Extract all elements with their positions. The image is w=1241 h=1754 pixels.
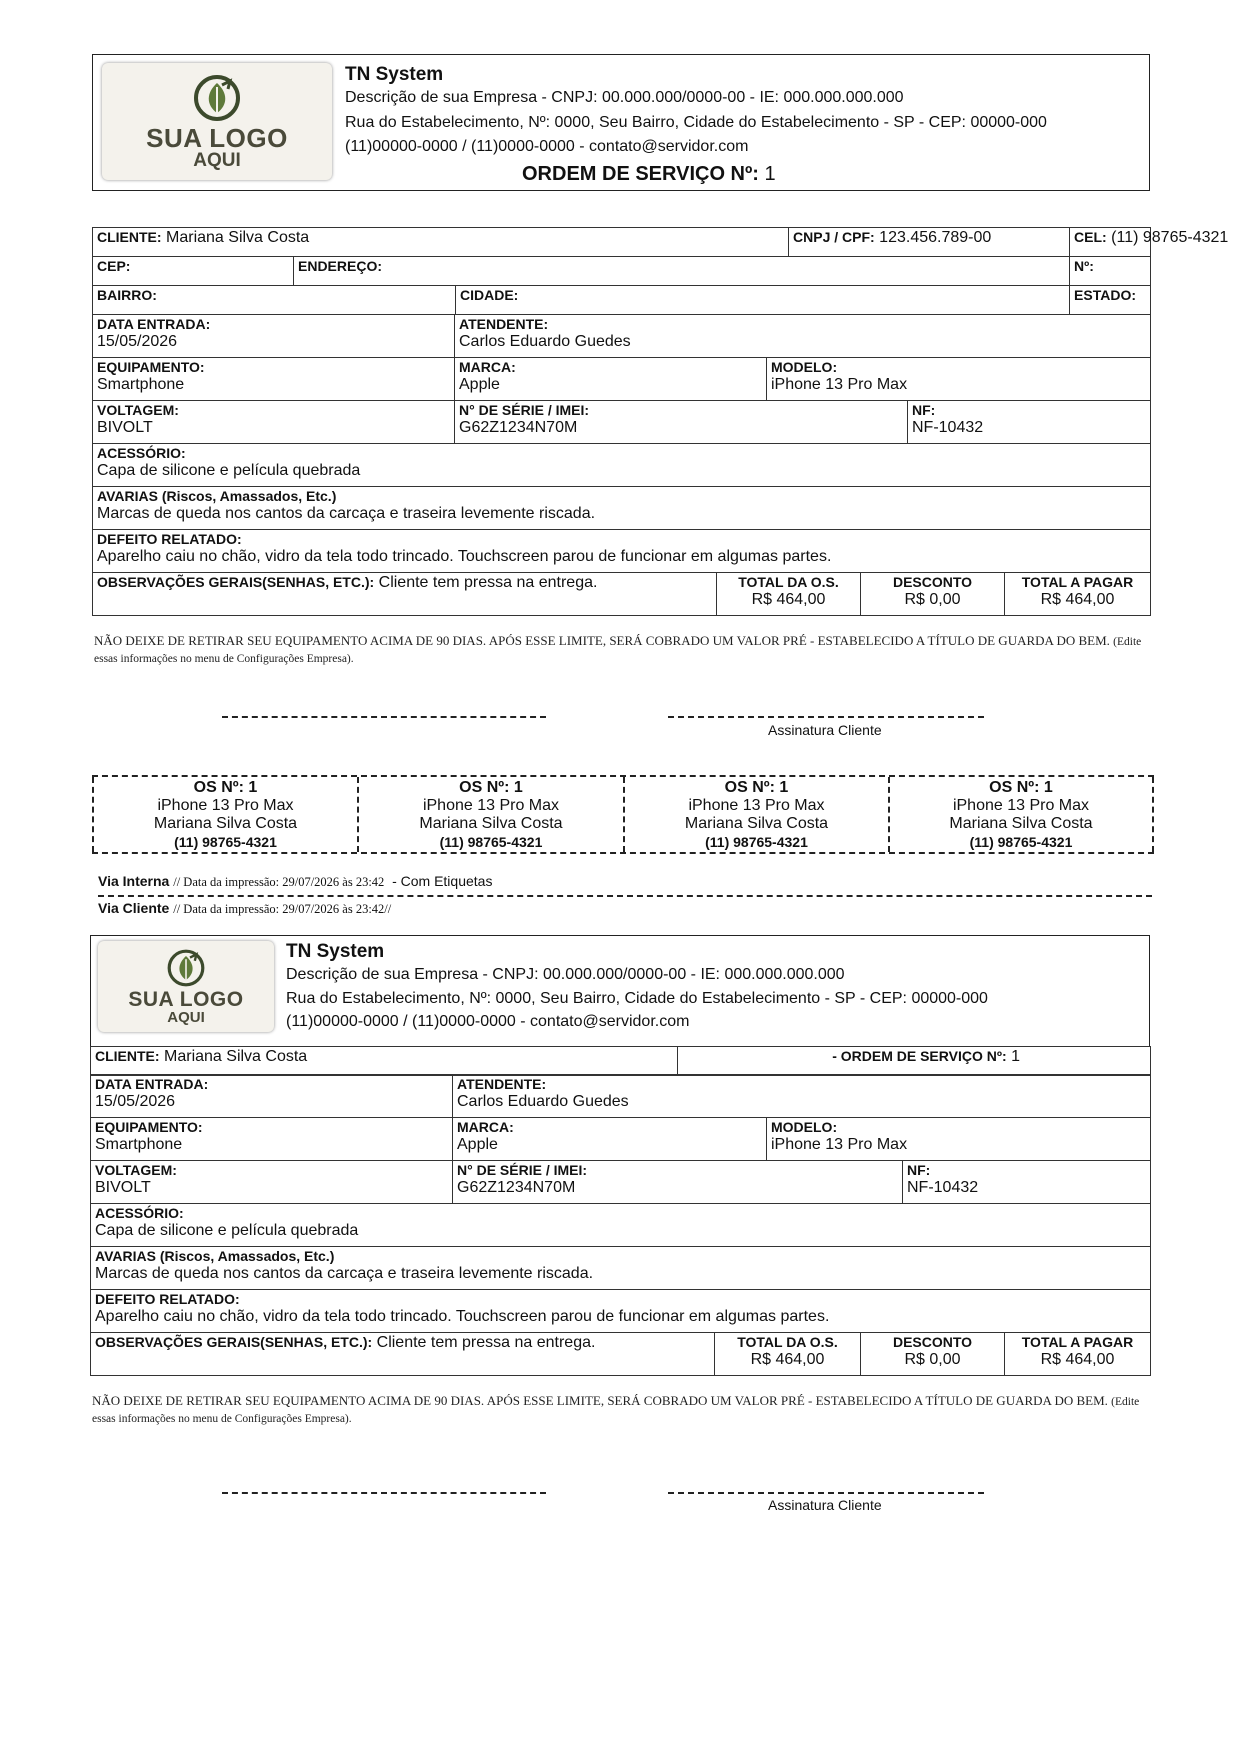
invoice-value: NF-10432 xyxy=(912,419,984,436)
entry-date: 15/05/2026 xyxy=(95,1093,176,1110)
model-value: iPhone 13 Pro Max xyxy=(771,376,908,393)
accessory-cell: ACESSÓRIO: Capa de silicone e película quebrada xyxy=(93,444,1151,487)
stub-model: iPhone 13 Pro Max xyxy=(422,797,560,814)
service-order-number: 1 xyxy=(764,163,776,185)
discount-value: R$ 0,00 xyxy=(904,591,961,608)
service-order-label: ORDEM DE SERVIÇO Nº: xyxy=(522,163,759,185)
reported-defect-value: Aparelho caiu no chão, vidro da tela todo trincado. Touchscreen parou de funcionar em algumas partes. xyxy=(97,548,832,565)
serial-cell: N° DE SÉRIE / IMEI: G62Z1234N70M xyxy=(455,401,908,444)
internal-print-date: // Data da impressão: 29/07/2026 às 23:42 xyxy=(173,875,385,889)
accessory-value: Capa de silicone e película quebrada xyxy=(95,1222,359,1239)
damages-cell: AVARIAS (Riscos, Amassados, Etc.) Marcas de queda nos cantos da carcaça e traseira levemente riscada. xyxy=(91,1247,1151,1290)
stub-client-name: Mariana Silva Costa xyxy=(419,815,563,832)
company-logo xyxy=(102,63,332,180)
total-due-cell: TOTAL A PAGAR R$ 464,00 xyxy=(1005,573,1151,616)
stub-client-name: Mariana Silva Costa xyxy=(949,815,1093,832)
client-signature-label: Assinatura Cliente xyxy=(768,722,882,738)
company-name: TN System xyxy=(345,64,444,85)
total-os-value: R$ 464,00 xyxy=(751,591,826,608)
equipment-value: Smartphone xyxy=(97,376,185,393)
logo-text: SUA LOGO xyxy=(146,123,288,153)
logo-subtext: AQUI xyxy=(167,1009,205,1026)
equipment-cell: EQUIPAMENTO: Smartphone xyxy=(91,1118,453,1161)
retention-notice-text: NÃO DEIXE DE RETIRAR SEU EQUIPAMENTO ACIMA DE 90 DIAS. APÓS ESSE LIMITE, SERÁ COBRADO UM VALOR PRÉ - ESTABELECIDO A TÍTULO DE GUARDA DO BEM. xyxy=(92,1393,1108,1408)
total-due-cell: TOTAL A PAGAR R$ 464,00 xyxy=(1005,1333,1151,1376)
serial-value: G62Z1234N70M xyxy=(457,1179,576,1196)
invoice-cell: NF: NF-10432 xyxy=(908,401,1151,444)
company-logo xyxy=(98,941,274,1032)
state-cell: ESTADO: xyxy=(1070,286,1151,315)
voltage-value: BIVOLT xyxy=(97,419,153,436)
reported-defect-cell: DEFEITO RELATADO: Aparelho caiu no chão, vidro da tela todo trincado. Touchscreen parou de funcionar em algumas partes. xyxy=(93,530,1151,573)
company-signature-line xyxy=(222,716,546,718)
detachable-labels xyxy=(92,775,1154,854)
total-os-cell: TOTAL DA O.S. R$ 464,00 xyxy=(717,573,861,616)
total-due-value: R$ 464,00 xyxy=(1040,591,1115,608)
client-copy-label: Via Cliente xyxy=(98,900,170,916)
stub-client-name: Mariana Silva Costa xyxy=(684,815,829,832)
attendant-cell: ATENDENTE: Carlos Eduardo Guedes xyxy=(453,1075,1151,1118)
total-os-value: R$ 464,00 xyxy=(750,1351,825,1368)
stub-client-name: Mariana Silva Costa xyxy=(153,815,298,832)
entry-date: 15/05/2026 xyxy=(97,333,178,350)
leaf-emblem-icon xyxy=(192,73,242,123)
client-name-cell: CLIENTE: Mariana Silva Costa xyxy=(91,1047,678,1076)
brand-cell: MARCA: Apple xyxy=(455,358,767,401)
damages-value: Marcas de queda nos cantos da carcaça e traseira levemente riscada. xyxy=(97,505,596,522)
logo-text: SUA LOGO xyxy=(128,988,244,1011)
reported-defect-cell: DEFEITO RELATADO: Aparelho caiu no chão, vidro da tela todo trincado. Touchscreen parou de funcionar em algumas partes. xyxy=(91,1290,1151,1333)
stub-phone: (11) 98765-4321 xyxy=(705,834,808,850)
internal-copy-caption xyxy=(98,873,492,890)
label-stub xyxy=(890,777,1152,852)
brand-value: Apple xyxy=(457,1136,498,1153)
client-copy-caption xyxy=(98,900,391,917)
company-signature-line xyxy=(222,1492,546,1494)
company-contact-line: (11)00000-0000 / (11)0000-0000 - contato@servidor.com xyxy=(345,138,749,155)
accessory-cell: ACESSÓRIO: Capa de silicone e película quebrada xyxy=(91,1204,1151,1247)
address-cell: ENDEREÇO: xyxy=(294,257,1070,286)
observations-cell: OBSERVAÇÕES GERAIS(SENHAS, ETC.): Cliente tem pressa na entrega. xyxy=(93,573,717,616)
logo-subtext: AQUI xyxy=(193,150,241,171)
leaf-emblem-icon xyxy=(166,948,206,988)
client-phone-cell: CEL: (11) 98765-4321 xyxy=(1070,228,1151,257)
order-number-cell: - ORDEM DE SERVIÇO Nº: 1 xyxy=(678,1047,1151,1076)
client-document-cell: CNPJ / CPF: 123.456.789-00 xyxy=(789,228,1070,257)
model-value: iPhone 13 Pro Max xyxy=(771,1136,908,1153)
attendant-name: Carlos Eduardo Guedes xyxy=(459,333,631,350)
attendant-name: Carlos Eduardo Guedes xyxy=(457,1093,629,1110)
equipment-value: Smartphone xyxy=(95,1136,183,1153)
stub-os-number: OS Nº: 1 xyxy=(989,779,1053,796)
retention-notice xyxy=(94,633,1154,667)
model-cell: MODELO: iPhone 13 Pro Max xyxy=(767,358,1151,401)
stub-os-number: OS Nº: 1 xyxy=(459,779,523,796)
stub-model: iPhone 13 Pro Max xyxy=(157,797,294,814)
serial-value: G62Z1234N70M xyxy=(459,419,578,436)
brand-value: Apple xyxy=(459,376,500,393)
stub-phone: (11) 98765-4321 xyxy=(439,834,543,850)
city-cell: CIDADE: xyxy=(456,286,1070,315)
company-address-line: Rua do Estabelecimento, Nº: 0000, Seu Bairro, Cidade do Estabelecimento - SP - CEP: 00000-000 xyxy=(286,990,988,1007)
order-number: 1 xyxy=(1011,1048,1020,1065)
attendant-cell: ATENDENTE: Carlos Eduardo Guedes xyxy=(455,315,1151,358)
reported-defect-value: Aparelho caiu no chão, vidro da tela todo trincado. Touchscreen parou de funcionar em algumas partes. xyxy=(95,1308,830,1325)
client-document: 123.456.789-00 xyxy=(879,229,992,246)
internal-copy-label: Via Interna xyxy=(98,873,170,889)
client-copy-client-row xyxy=(90,1046,1151,1076)
retention-notice-text: NÃO DEIXE DE RETIRAR SEU EQUIPAMENTO ACIMA DE 90 DIAS. APÓS ESSE LIMITE, SERÁ COBRADO UM VALOR PRÉ - ESTABELECIDO A TÍTULO DE GUARDA DO BEM. xyxy=(94,633,1110,648)
client-phone: (11) 98765-4321 xyxy=(1111,229,1229,246)
client-name-cell: CLIENTE: Mariana Silva Costa xyxy=(93,228,789,257)
damages-value: Marcas de queda nos cantos da carcaça e traseira levemente riscada. xyxy=(95,1265,594,1282)
cep-cell: CEP: xyxy=(93,257,294,286)
stub-model: iPhone 13 Pro Max xyxy=(952,797,1090,814)
client-signature-line xyxy=(668,1492,984,1494)
stub-divider xyxy=(1152,777,1154,852)
accessory-value: Capa de silicone e película quebrada xyxy=(97,462,361,479)
entry-date-cell: DATA ENTRADA: 15/05/2026 xyxy=(93,315,455,358)
label-stub xyxy=(625,777,888,852)
entry-date-cell: DATA ENTRADA: 15/05/2026 xyxy=(91,1075,453,1118)
client-info-table xyxy=(92,227,1229,315)
equipment-cell: EQUIPAMENTO: Smartphone xyxy=(93,358,455,401)
company-name: TN System xyxy=(286,941,385,962)
stub-phone: (11) 98765-4321 xyxy=(969,834,1073,850)
retention-notice-hint: (Edite essas informações no menu de Configurações Empresa). xyxy=(92,1396,1140,1425)
service-order-title xyxy=(522,163,776,186)
voltage-value: BIVOLT xyxy=(95,1179,151,1196)
voltage-cell: VOLTAGEM: BIVOLT xyxy=(91,1161,453,1204)
serial-cell: N° DE SÉRIE / IMEI: G62Z1234N70M xyxy=(453,1161,903,1204)
totals-table xyxy=(90,1332,1151,1376)
totals-table xyxy=(92,572,1151,616)
company-info-line-1: Descrição de sua Empresa - CNPJ: 00.000.000/0000-00 - IE: 000.000.000.000 xyxy=(286,966,845,983)
company-contact-line: (11)00000-0000 / (11)0000-0000 - contato@servidor.com xyxy=(286,1013,690,1030)
client-signature-label: Assinatura Cliente xyxy=(768,1497,882,1513)
damages-cell: AVARIAS (Riscos, Amassados, Etc.) Marcas de queda nos cantos da carcaça e traseira levemente riscada. xyxy=(93,487,1151,530)
neighborhood-cell: BAIRRO: xyxy=(93,286,456,315)
company-info-line-1: Descrição de sua Empresa - CNPJ: 00.000.000/0000-00 - IE: 000.000.000.000 xyxy=(345,89,904,106)
client-print-date: // Data da impressão: 29/07/2026 às 23:42// xyxy=(173,902,392,916)
invoice-cell: NF: NF-10432 xyxy=(903,1161,1151,1204)
label-stub xyxy=(94,777,357,852)
discount-cell: DESCONTO R$ 0,00 xyxy=(861,1333,1005,1376)
stub-os-number: OS Nº: 1 xyxy=(193,779,258,796)
internal-copy-suffix: - Com Etiquetas xyxy=(392,873,493,889)
retention-notice xyxy=(92,1393,1152,1427)
cut-line xyxy=(98,895,1152,897)
total-due-value: R$ 464,00 xyxy=(1040,1351,1115,1368)
brand-cell: MARCA: Apple xyxy=(453,1118,767,1161)
company-address-line: Rua do Estabelecimento, Nº: 0000, Seu Bairro, Cidade do Estabelecimento - SP - CEP: 00000-000 xyxy=(345,114,1047,131)
discount-value: R$ 0,00 xyxy=(904,1351,961,1368)
observations-cell: OBSERVAÇÕES GERAIS(SENHAS, ETC.): Cliente tem pressa na entrega. xyxy=(91,1333,715,1376)
stub-os-number: OS Nº: 1 xyxy=(724,779,789,796)
label-stub xyxy=(359,777,623,852)
total-os-cell: TOTAL DA O.S. R$ 464,00 xyxy=(715,1333,861,1376)
stub-model: iPhone 13 Pro Max xyxy=(688,797,825,814)
model-cell: MODELO: iPhone 13 Pro Max xyxy=(767,1118,1151,1161)
voltage-cell: VOLTAGEM: BIVOLT xyxy=(93,401,455,444)
service-details-table xyxy=(92,314,1151,573)
stub-phone: (11) 98765-4321 xyxy=(174,834,277,850)
client-name: Mariana Silva Costa xyxy=(166,229,310,246)
retention-notice-hint: (Edite essas informações no menu de Configurações Empresa). xyxy=(94,636,1142,665)
client-signature-line xyxy=(668,716,984,718)
discount-cell: DESCONTO R$ 0,00 xyxy=(861,573,1005,616)
observations-value: Cliente tem pressa na entrega. xyxy=(378,574,598,591)
observations-value: Cliente tem pressa na entrega. xyxy=(376,1334,596,1351)
client-name: Mariana Silva Costa xyxy=(164,1048,308,1065)
address-number-cell: Nº: xyxy=(1070,257,1151,286)
invoice-value: NF-10432 xyxy=(907,1179,979,1196)
service-details-table xyxy=(90,1074,1151,1333)
